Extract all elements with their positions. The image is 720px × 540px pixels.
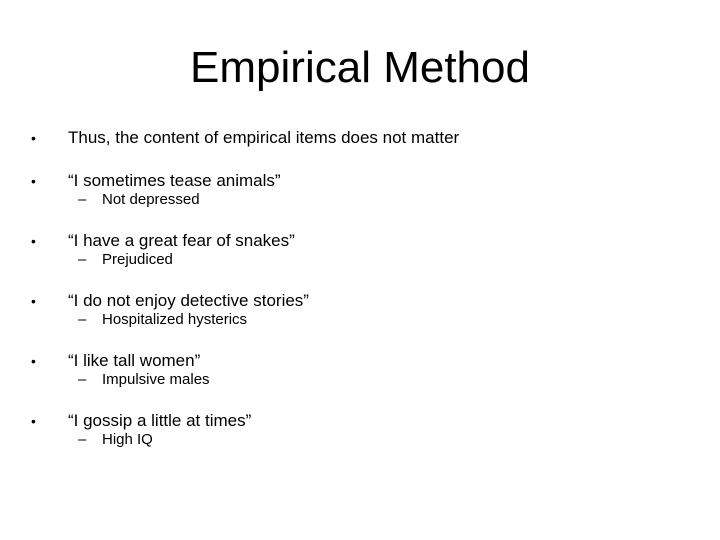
dash-icon: – [78,311,87,328]
dash-icon: – [78,431,87,448]
bullet-icon: • [31,293,36,309]
dash-icon: – [78,251,87,268]
sub-bullet-text: High IQ [102,431,153,448]
sub-bullet-text: Hospitalized hysterics [102,311,248,328]
sub-bullet-text: Not depressed [102,191,200,208]
bullet-icon: • [31,233,36,249]
bullet-text: “I sometimes tease animals” [68,171,281,190]
sub-bullet-item [0,250,720,270]
bullet-text: “I like tall women” [68,351,201,370]
dash-icon: – [78,371,87,388]
bullet-text: “I have a great fear of snakes” [68,231,295,250]
sub-bullet-text: Impulsive males [102,371,210,388]
bullet-icon: • [31,173,36,189]
sub-bullet-item [0,370,720,390]
bullet-text: “I do not enjoy detective stories” [68,291,309,310]
bullet-icon: • [31,353,36,369]
sub-bullet-item [0,430,720,450]
sub-bullet-item [0,190,720,210]
bullet-item [0,126,720,150]
dash-icon: – [78,191,87,208]
bullet-text: “I gossip a little at times” [68,411,252,430]
slide-title: Empirical Method [190,43,530,92]
bullet-text: Thus, the content of empirical items does not matter [68,128,460,147]
sub-bullet-text: Prejudiced [102,251,173,268]
sub-bullet-item [0,310,720,330]
bullet-icon: • [31,413,36,429]
bullet-icon: • [31,130,36,146]
